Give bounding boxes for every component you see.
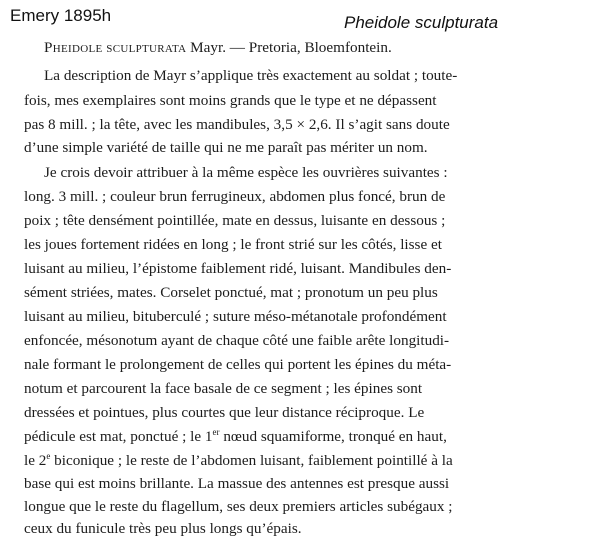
text-line	[24, 453, 453, 468]
superscript: er	[212, 427, 220, 437]
entry-genus: Pheidole	[44, 39, 103, 56]
text-line: ceux du funicule très peu plus longs qu’épais.	[24, 520, 302, 537]
reference-label: Emery 1895h	[10, 6, 112, 25]
text-fragment: le 2	[24, 452, 47, 469]
text-line: d’une simple variété de taille qui ne me paraît pas mériter un nom.	[24, 139, 428, 156]
entry-species: sculpturata	[106, 39, 187, 56]
text-line: long. 3 mill. ; couleur brun ferrugineux, abdomen plus foncé, brun de	[24, 188, 446, 205]
text-line: nale formant le prolongement de celles qui portent les épines du méta-	[24, 356, 452, 373]
text-fragment: nœud squamiforme, tronqué en haut,	[219, 428, 447, 445]
entry-heading	[44, 40, 392, 55]
entry-rest: Mayr. — Pretoria, Bloemfontein.	[186, 39, 392, 56]
text-line: longue que le reste du flagellum, ses deux premiers articles subégaux ;	[24, 498, 453, 515]
text-line: base qui est moins brillante. La massue des antennes est presque aussi	[24, 475, 450, 492]
text-line: pas 8 mill. ; la tête, avec les mandibules, 3,5 × 2,6. Il s’agit sans doute	[24, 116, 450, 133]
text-fragment: biconique ; le reste de l’abdomen luisant, faiblement pointillé à la	[50, 452, 453, 469]
text-line: enfoncée, mésonotum ayant de chaque côté une faible arête longitudi-	[24, 332, 450, 349]
text-line	[24, 429, 447, 444]
text-line: sément striées, mates. Corselet ponctué, mat ; pronotum un peu plus	[24, 284, 438, 301]
text-line: fois, mes exemplaires sont moins grands que le type et ne dépassent	[24, 92, 437, 109]
superscript: e	[46, 451, 51, 461]
text-line: luisant au milieu, bituberculé ; suture méso-métanotale profondément	[24, 308, 447, 325]
text-line: luisant au milieu, l’épistome faiblement ridé, luisant. Mandibules den-	[24, 260, 452, 277]
text-line: Je crois devoir attribuer à la même espèce les ouvrières suivantes :	[44, 164, 448, 181]
taxon-label: Pheidole sculpturata	[344, 13, 499, 32]
text-line: dressées et pointues, plus courtes que leur distance réciproque. Le	[24, 404, 425, 421]
text-fragment: pédicule est mat, ponctué ; le 1	[24, 428, 213, 445]
text-line: les joues fortement ridées en long ; le front strié sur les côtés, lisse et	[24, 236, 442, 253]
text-line: notum et parcourent la face basale de ce segment ; les épines sont	[24, 380, 423, 397]
text-line: poix ; tête densément pointillée, mate en dessus, luisante en dessous ;	[24, 212, 446, 229]
text-line: La description de Mayr s’applique très exactement au soldat ; toute-	[44, 67, 458, 84]
